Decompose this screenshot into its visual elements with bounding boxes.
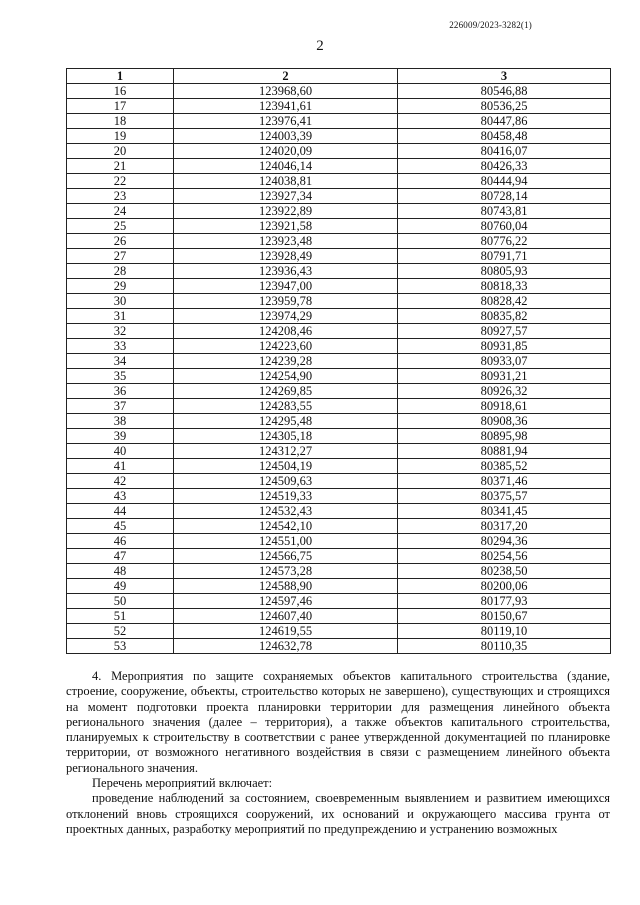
x-coordinate-cell: 123922,89 bbox=[174, 204, 398, 219]
x-coordinate-cell: 123921,58 bbox=[174, 219, 398, 234]
table-row bbox=[67, 429, 611, 444]
point-number-cell: 26 bbox=[67, 234, 174, 249]
y-coordinate-cell: 80828,42 bbox=[398, 294, 611, 309]
table-row bbox=[67, 234, 611, 249]
y-coordinate-cell: 80238,50 bbox=[398, 564, 611, 579]
x-coordinate-cell: 124542,10 bbox=[174, 519, 398, 534]
table-row bbox=[67, 309, 611, 324]
table-row bbox=[67, 624, 611, 639]
x-coordinate-cell: 123976,41 bbox=[174, 114, 398, 129]
table-row bbox=[67, 609, 611, 624]
x-coordinate-cell: 124269,85 bbox=[174, 384, 398, 399]
table-row bbox=[67, 99, 611, 114]
table-row bbox=[67, 399, 611, 414]
table-row bbox=[67, 174, 611, 189]
table-row bbox=[67, 594, 611, 609]
point-number-cell: 17 bbox=[67, 99, 174, 114]
y-coordinate-cell: 80375,57 bbox=[398, 489, 611, 504]
x-coordinate-cell: 124551,00 bbox=[174, 534, 398, 549]
table-row bbox=[67, 459, 611, 474]
y-coordinate-cell: 80927,57 bbox=[398, 324, 611, 339]
y-coordinate-cell: 80458,48 bbox=[398, 129, 611, 144]
point-number-cell: 25 bbox=[67, 219, 174, 234]
table-row bbox=[67, 489, 611, 504]
y-coordinate-cell: 80933,07 bbox=[398, 354, 611, 369]
x-coordinate-cell: 123928,49 bbox=[174, 249, 398, 264]
y-coordinate-cell: 80805,93 bbox=[398, 264, 611, 279]
point-number-cell: 53 bbox=[67, 639, 174, 654]
table-row bbox=[67, 84, 611, 99]
table-row bbox=[67, 474, 611, 489]
point-number-cell: 30 bbox=[67, 294, 174, 309]
table-row bbox=[67, 549, 611, 564]
point-number-cell: 35 bbox=[67, 369, 174, 384]
x-coordinate-cell: 124208,46 bbox=[174, 324, 398, 339]
paragraph-measures: 4. Мероприятия по защите сохраняемых объектов капитального строительства (здание, строение, сооружение, объекты, строительство которых не завершено), существующих и строящихся на момент подготовки проекта планировки территории для размещения линейного объекта регионального значения (далее – территория), а также объектов капитального строительства, планируемых к строительству в соответствии с ранее утвержденной документацией по планировке территории, от возможного негативного воздействия в связи с размещением линейного объекта регионального значения. bbox=[66, 669, 610, 775]
point-number-cell: 44 bbox=[67, 504, 174, 519]
x-coordinate-cell: 124573,28 bbox=[174, 564, 398, 579]
point-number-cell: 23 bbox=[67, 189, 174, 204]
point-number-cell: 42 bbox=[67, 474, 174, 489]
point-number-cell: 20 bbox=[67, 144, 174, 159]
table-row bbox=[67, 264, 611, 279]
y-coordinate-cell: 80119,10 bbox=[398, 624, 611, 639]
point-number-cell: 45 bbox=[67, 519, 174, 534]
table-row bbox=[67, 159, 611, 174]
x-coordinate-cell: 123968,60 bbox=[174, 84, 398, 99]
x-coordinate-cell: 124046,14 bbox=[174, 159, 398, 174]
column-header: 3 bbox=[398, 69, 611, 84]
x-coordinate-cell: 123947,00 bbox=[174, 279, 398, 294]
y-coordinate-cell: 80791,71 bbox=[398, 249, 611, 264]
x-coordinate-cell: 124632,78 bbox=[174, 639, 398, 654]
x-coordinate-cell: 124295,48 bbox=[174, 414, 398, 429]
point-number-cell: 51 bbox=[67, 609, 174, 624]
table-header-row bbox=[67, 69, 611, 84]
table-row bbox=[67, 444, 611, 459]
point-number-cell: 38 bbox=[67, 414, 174, 429]
y-coordinate-cell: 80385,52 bbox=[398, 459, 611, 474]
table-row bbox=[67, 414, 611, 429]
x-coordinate-cell: 124532,43 bbox=[174, 504, 398, 519]
body-text bbox=[66, 669, 610, 837]
document-number: 226009/2023-3282(1) bbox=[449, 20, 532, 30]
y-coordinate-cell: 80294,36 bbox=[398, 534, 611, 549]
x-coordinate-cell: 123941,61 bbox=[174, 99, 398, 114]
point-number-cell: 32 bbox=[67, 324, 174, 339]
y-coordinate-cell: 80895,98 bbox=[398, 429, 611, 444]
column-header: 2 bbox=[174, 69, 398, 84]
x-coordinate-cell: 124254,90 bbox=[174, 369, 398, 384]
table-body bbox=[67, 84, 611, 654]
y-coordinate-cell: 80818,33 bbox=[398, 279, 611, 294]
y-coordinate-cell: 80546,88 bbox=[398, 84, 611, 99]
table-row bbox=[67, 339, 611, 354]
table-row bbox=[67, 534, 611, 549]
y-coordinate-cell: 80776,22 bbox=[398, 234, 611, 249]
x-coordinate-cell: 124038,81 bbox=[174, 174, 398, 189]
x-coordinate-cell: 124283,55 bbox=[174, 399, 398, 414]
paragraph-observations: проведение наблюдений за состоянием, своевременным выявлением и развитием имеющихся отклонений вновь строящихся сооружений, их оснований и окружающего массива грунта от проектных данных, разработку мероприятий по предупреждению и устранению возможных bbox=[66, 791, 610, 836]
x-coordinate-cell: 124597,46 bbox=[174, 594, 398, 609]
y-coordinate-cell: 80536,25 bbox=[398, 99, 611, 114]
x-coordinate-cell: 123927,34 bbox=[174, 189, 398, 204]
point-number-cell: 27 bbox=[67, 249, 174, 264]
point-number-cell: 28 bbox=[67, 264, 174, 279]
y-coordinate-cell: 80177,93 bbox=[398, 594, 611, 609]
point-number-cell: 21 bbox=[67, 159, 174, 174]
table-row bbox=[67, 354, 611, 369]
table-row bbox=[67, 279, 611, 294]
x-coordinate-cell: 124509,63 bbox=[174, 474, 398, 489]
y-coordinate-cell: 80447,86 bbox=[398, 114, 611, 129]
column-header: 1 bbox=[67, 69, 174, 84]
table-row bbox=[67, 144, 611, 159]
x-coordinate-cell: 124020,09 bbox=[174, 144, 398, 159]
point-number-cell: 46 bbox=[67, 534, 174, 549]
y-coordinate-cell: 80728,14 bbox=[398, 189, 611, 204]
x-coordinate-cell: 123936,43 bbox=[174, 264, 398, 279]
point-number-cell: 49 bbox=[67, 579, 174, 594]
point-number-cell: 16 bbox=[67, 84, 174, 99]
y-coordinate-cell: 80150,67 bbox=[398, 609, 611, 624]
x-coordinate-cell: 124566,75 bbox=[174, 549, 398, 564]
y-coordinate-cell: 80881,94 bbox=[398, 444, 611, 459]
x-coordinate-cell: 123923,48 bbox=[174, 234, 398, 249]
page-number: 2 bbox=[316, 38, 324, 54]
x-coordinate-cell: 124504,19 bbox=[174, 459, 398, 474]
point-number-cell: 36 bbox=[67, 384, 174, 399]
point-number-cell: 19 bbox=[67, 129, 174, 144]
table-row bbox=[67, 324, 611, 339]
point-number-cell: 34 bbox=[67, 354, 174, 369]
paragraph-list-intro: Перечень мероприятий включает: bbox=[92, 776, 273, 791]
coordinates-table bbox=[66, 68, 611, 654]
y-coordinate-cell: 80416,07 bbox=[398, 144, 611, 159]
point-number-cell: 31 bbox=[67, 309, 174, 324]
point-number-cell: 39 bbox=[67, 429, 174, 444]
point-number-cell: 18 bbox=[67, 114, 174, 129]
y-coordinate-cell: 80760,04 bbox=[398, 219, 611, 234]
y-coordinate-cell: 80110,35 bbox=[398, 639, 611, 654]
table-row bbox=[67, 204, 611, 219]
y-coordinate-cell: 80426,33 bbox=[398, 159, 611, 174]
x-coordinate-cell: 124003,39 bbox=[174, 129, 398, 144]
table-row bbox=[67, 384, 611, 399]
point-number-cell: 33 bbox=[67, 339, 174, 354]
y-coordinate-cell: 80743,81 bbox=[398, 204, 611, 219]
x-coordinate-cell: 124619,55 bbox=[174, 624, 398, 639]
table-row bbox=[67, 219, 611, 234]
x-coordinate-cell: 123959,78 bbox=[174, 294, 398, 309]
table-row bbox=[67, 579, 611, 594]
table-row bbox=[67, 369, 611, 384]
y-coordinate-cell: 80444,94 bbox=[398, 174, 611, 189]
point-number-cell: 40 bbox=[67, 444, 174, 459]
table-row bbox=[67, 564, 611, 579]
point-number-cell: 29 bbox=[67, 279, 174, 294]
x-coordinate-cell: 124223,60 bbox=[174, 339, 398, 354]
point-number-cell: 50 bbox=[67, 594, 174, 609]
table-row bbox=[67, 249, 611, 264]
x-coordinate-cell: 124305,18 bbox=[174, 429, 398, 444]
table-row bbox=[67, 639, 611, 654]
table-row bbox=[67, 504, 611, 519]
y-coordinate-cell: 80926,32 bbox=[398, 384, 611, 399]
table-row bbox=[67, 294, 611, 309]
y-coordinate-cell: 80371,46 bbox=[398, 474, 611, 489]
y-coordinate-cell: 80200,06 bbox=[398, 579, 611, 594]
x-coordinate-cell: 124239,28 bbox=[174, 354, 398, 369]
x-coordinate-cell: 124588,90 bbox=[174, 579, 398, 594]
x-coordinate-cell: 124519,33 bbox=[174, 489, 398, 504]
point-number-cell: 37 bbox=[67, 399, 174, 414]
x-coordinate-cell: 123974,29 bbox=[174, 309, 398, 324]
y-coordinate-cell: 80835,82 bbox=[398, 309, 611, 324]
point-number-cell: 41 bbox=[67, 459, 174, 474]
y-coordinate-cell: 80931,21 bbox=[398, 369, 611, 384]
y-coordinate-cell: 80254,56 bbox=[398, 549, 611, 564]
y-coordinate-cell: 80341,45 bbox=[398, 504, 611, 519]
point-number-cell: 52 bbox=[67, 624, 174, 639]
y-coordinate-cell: 80931,85 bbox=[398, 339, 611, 354]
x-coordinate-cell: 124607,40 bbox=[174, 609, 398, 624]
table-row bbox=[67, 189, 611, 204]
x-coordinate-cell: 124312,27 bbox=[174, 444, 398, 459]
table-row bbox=[67, 114, 611, 129]
table-row bbox=[67, 519, 611, 534]
point-number-cell: 43 bbox=[67, 489, 174, 504]
point-number-cell: 24 bbox=[67, 204, 174, 219]
table-row bbox=[67, 129, 611, 144]
y-coordinate-cell: 80317,20 bbox=[398, 519, 611, 534]
point-number-cell: 47 bbox=[67, 549, 174, 564]
point-number-cell: 48 bbox=[67, 564, 174, 579]
point-number-cell: 22 bbox=[67, 174, 174, 189]
y-coordinate-cell: 80918,61 bbox=[398, 399, 611, 414]
y-coordinate-cell: 80908,36 bbox=[398, 414, 611, 429]
